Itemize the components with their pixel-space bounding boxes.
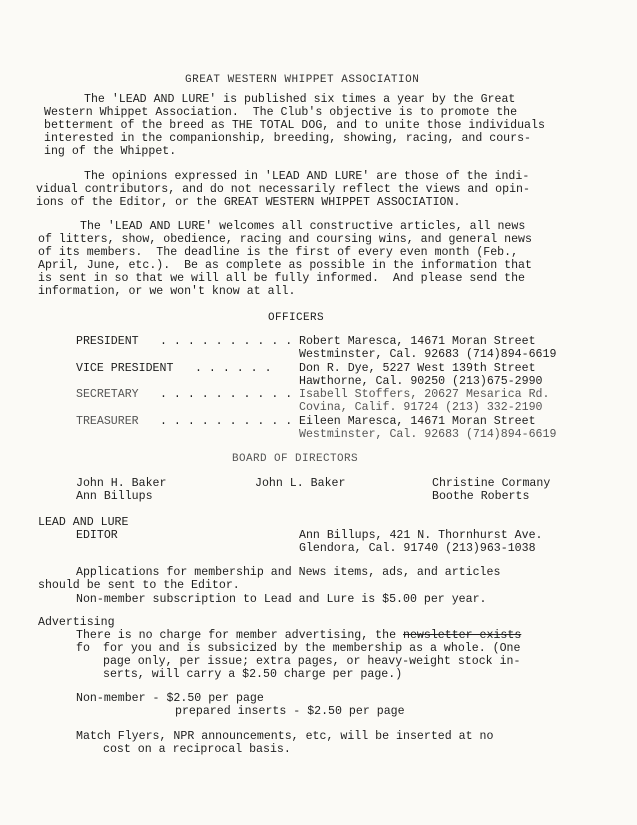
officer-role: VICE PRESIDENT bbox=[76, 362, 174, 375]
editor-name: Ann Billups, 421 N. Thornhurst Ave. bbox=[299, 529, 543, 542]
dot-leader: . . . . . . . . . . bbox=[160, 388, 293, 401]
editor-address: Glendora, Cal. 91740 (213)963-1038 bbox=[299, 542, 536, 555]
intro-line: betterment of the breed as THE TOTAL DOG, and to unite those individuals bbox=[44, 119, 545, 132]
applications-line: Applications for membership and News items, ads, and articles bbox=[76, 566, 501, 579]
officer-address: Covina, Calif. 91724 (213) 332-2190 bbox=[299, 401, 543, 414]
board-heading: BOARD OF DIRECTORS bbox=[232, 453, 359, 465]
advertising-line: serts, will carry a $2.50 charge per page.) bbox=[103, 668, 403, 681]
board-member: John L. Baker bbox=[255, 477, 346, 490]
officer-name: Robert Maresca, 14671 Moran Street bbox=[299, 335, 536, 348]
dot-leader: . . . . . . . . . . bbox=[160, 335, 293, 348]
advertising-heading: Advertising bbox=[38, 616, 115, 629]
dot-leader: . . . . . . bbox=[195, 362, 272, 375]
officer-address: Westminster, Cal. 92683 (714)894-6619 bbox=[299, 348, 557, 361]
advertising-line: for you and is subsicized by the membership as a whole. (One bbox=[103, 642, 521, 655]
officer-address: Hawthorne, Cal. 90250 (213)675-2990 bbox=[299, 375, 543, 388]
officers-heading: OFFICERS bbox=[268, 312, 325, 324]
officer-name: Don R. Dye, 5227 West 139th Street bbox=[299, 362, 536, 375]
board-member: John H. Baker bbox=[76, 477, 167, 490]
applications-line: Non-member subscription to Lead and Lure is $5.00 per year. bbox=[76, 593, 487, 606]
board-member: Christine Cormany bbox=[432, 477, 551, 490]
inserts-rate: prepared inserts - $2.50 per page bbox=[175, 705, 405, 718]
welcome-line: of litters, show, obedience, racing and coursing wins, and general news bbox=[38, 233, 532, 246]
closing-line: cost on a reciprocal basis. bbox=[103, 743, 291, 756]
advertising-line bbox=[76, 629, 521, 642]
page-title: GREAT WESTERN WHIPPET ASSOCIATION bbox=[185, 74, 420, 86]
officer-address: Westminster, Cal. 92683 (714)894-6619 bbox=[299, 428, 557, 441]
board-member: Boothe Roberts bbox=[432, 490, 530, 503]
board-member: Ann Billups bbox=[76, 490, 153, 503]
officer-role: PRESIDENT bbox=[76, 335, 139, 348]
intro-line: interested in the companionship, breeding, showing, racing, and cours- bbox=[44, 132, 532, 145]
opinions-line: The opinions expressed in 'LEAD AND LURE' are those of the indi- bbox=[84, 170, 530, 183]
dot-leader: . . . . . . . . . . bbox=[160, 415, 293, 428]
struck-text: newsletter exists bbox=[403, 629, 522, 642]
welcome-line: is sent in so that we will all be fully informed. And please send the bbox=[38, 272, 526, 285]
closing-line: Match Flyers, NPR announcements, etc, will be inserted at no bbox=[76, 730, 494, 743]
advertising-line: page only, per issue; extra pages, or heavy-weight stock in- bbox=[103, 655, 521, 668]
intro-line: The 'LEAD AND LURE' is published six times a year by the Great bbox=[84, 93, 516, 106]
editor-label: EDITOR bbox=[76, 529, 118, 542]
editor-label: LEAD AND LURE bbox=[38, 516, 129, 529]
welcome-line: of its members. The deadline is the first of every even month (Feb., bbox=[38, 246, 519, 259]
officer-role: TREASURER bbox=[76, 415, 139, 428]
advertising-prefix: fo bbox=[76, 642, 90, 655]
intro-line: ing of the Whippet. bbox=[44, 145, 177, 158]
opinions-line: ions of the Editor, or the GREAT WESTERN WHIPPET ASSOCIATION. bbox=[36, 196, 461, 209]
welcome-line: information, or we won't know at all. bbox=[38, 285, 296, 298]
advertising-text: There is no charge for member advertising, the bbox=[76, 629, 403, 642]
opinions-line: vidual contributors, and do not necessarily reflect the views and opin- bbox=[36, 183, 530, 196]
officer-role: SECRETARY bbox=[76, 388, 139, 401]
welcome-line: April, June, etc.). Be as complete as possible in the information that bbox=[38, 259, 532, 272]
welcome-line: The 'LEAD AND LURE' welcomes all constructive articles, all news bbox=[80, 220, 526, 233]
nonmember-rate: Non-member - $2.50 per page bbox=[76, 692, 264, 705]
officer-name: Isabell Stoffers, 20627 Mesarica Rd. bbox=[299, 388, 550, 401]
applications-line: should be sent to the Editor. bbox=[38, 579, 240, 592]
intro-line: Western Whippet Association. The Club's objective is to promote the bbox=[44, 106, 518, 119]
officer-name: Eileen Maresca, 14671 Moran Street bbox=[299, 415, 536, 428]
